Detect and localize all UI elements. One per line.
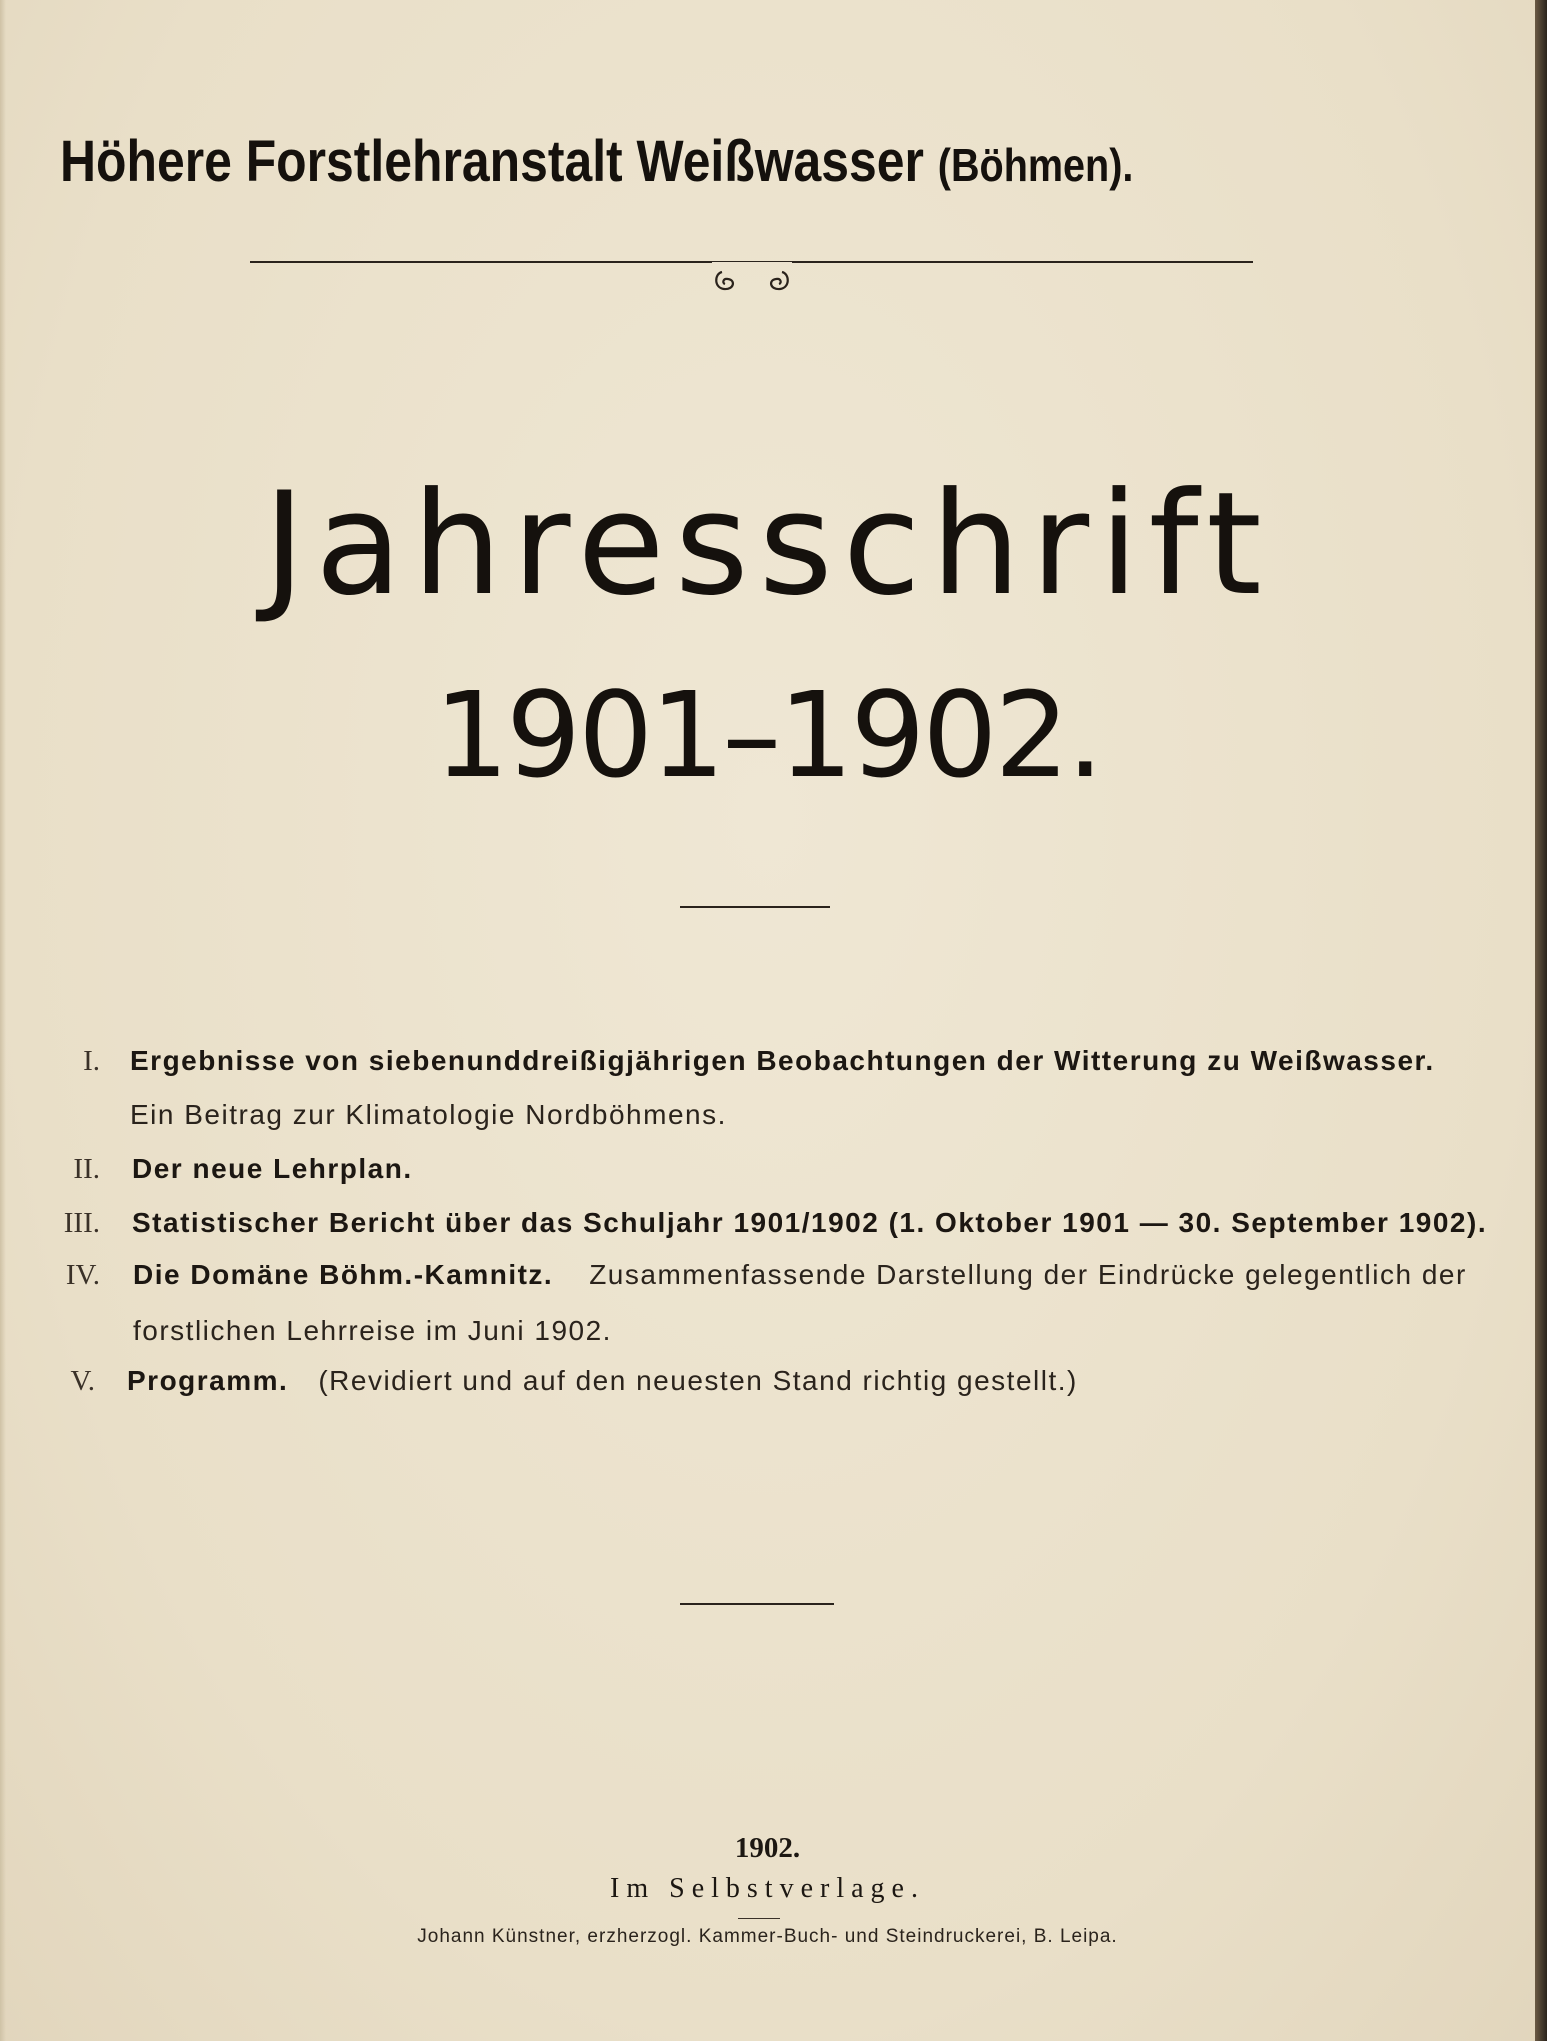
institution-heading xyxy=(60,128,1264,195)
contents-numeral: II. xyxy=(73,1153,100,1185)
contents-line xyxy=(130,1099,727,1131)
scroll-ornament-icon xyxy=(712,262,792,296)
main-title: Jahresschrift xyxy=(263,462,1272,627)
contents-numeral: V. xyxy=(70,1365,95,1397)
contents-plain-text: Zusammenfassende Darstellung der Eindrücke gelegentlich der xyxy=(589,1259,1467,1290)
page-right-edge xyxy=(1535,0,1547,2041)
contents-line xyxy=(133,1315,612,1347)
institution-name: Höhere Forstlehranstalt Weißwasser xyxy=(60,129,924,194)
contents-numeral: III. xyxy=(63,1207,100,1239)
contents-rule xyxy=(680,1603,834,1605)
contents-line xyxy=(130,1045,1435,1077)
contents-line xyxy=(127,1365,1078,1397)
contents-plain-text: forstlichen Lehrreise im Juni 1902. xyxy=(133,1315,612,1346)
contents-line xyxy=(133,1259,1467,1291)
contents-bold-text: Statistischer Bericht über das Schuljahr 1901/1902 (1. Oktober 1901 — 30. September 1902). xyxy=(132,1207,1488,1238)
contents-numeral: IV. xyxy=(65,1259,100,1291)
contents-bold-text: Die Domäne Böhm.-Kamnitz. xyxy=(133,1259,554,1290)
title-rule xyxy=(680,906,830,908)
contents-plain-text: Ein Beitrag zur Klimatologie Nordböhmens. xyxy=(130,1099,727,1130)
contents-line xyxy=(132,1207,1487,1239)
contents-plain-text: (Revidiert und auf den neuesten Stand richtig gestellt.) xyxy=(318,1365,1078,1396)
institution-region: (Böhmen). xyxy=(937,139,1134,191)
title-years: 1901–1902. xyxy=(433,666,1102,804)
imprint-publisher: Im Selbstverlage. xyxy=(610,1873,925,1904)
imprint-printer: Johann Künstner, erzherzogl. Kammer-Buch- und Steindruckerei, B. Leipa. xyxy=(417,1926,1118,1947)
contents-numeral: I. xyxy=(83,1045,100,1077)
imprint-rule xyxy=(738,1918,780,1919)
contents-bold-text: Programm. xyxy=(127,1365,289,1396)
page-left-edge xyxy=(0,0,6,2041)
contents-line xyxy=(132,1153,413,1185)
imprint-year: 1902. xyxy=(734,1832,801,1864)
contents-bold-text: Ergebnisse von siebenunddreißigjährigen Beobachtungen der Witterung zu Weißwasser. xyxy=(130,1045,1435,1076)
contents-bold-text: Der neue Lehrplan. xyxy=(132,1153,413,1184)
